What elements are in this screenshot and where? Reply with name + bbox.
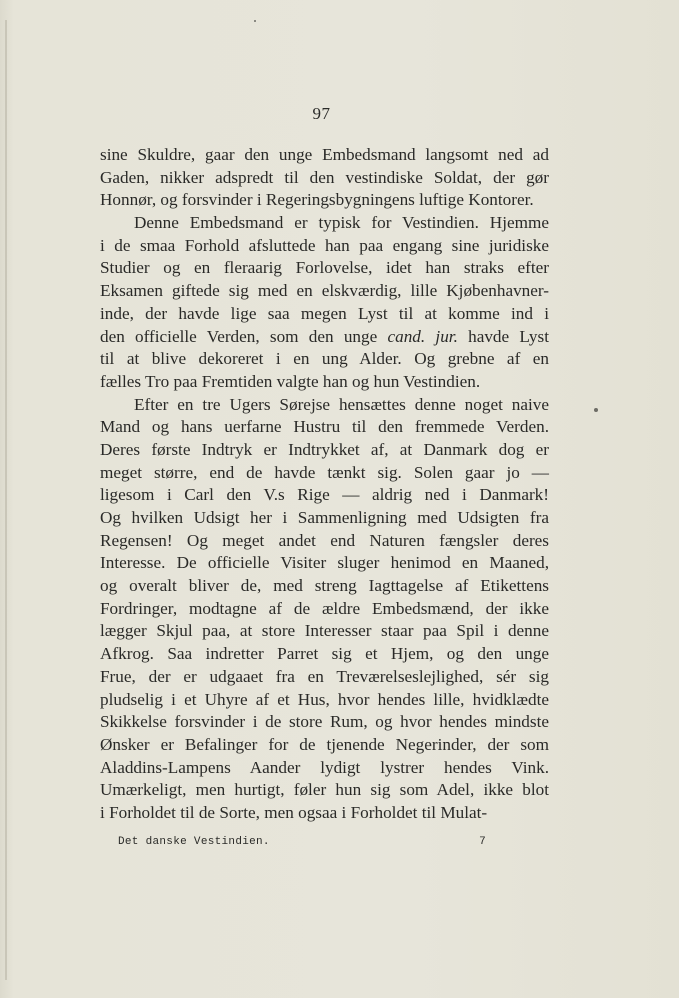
text-line: Efter en tre Ugers Sørejse hensættes denne noget naive (134, 394, 549, 414)
text-line: Denne Embedsmand er typisk for Vestindien. Hjemme (134, 213, 549, 233)
print-speck (254, 20, 256, 22)
text-line: Mand og hans uerfarne Hustru til den fremmede Verden. (100, 417, 549, 437)
text-line: Umærkeligt, men hurtigt, føler hun sig som Adel, ikke blot (100, 780, 549, 800)
text-line: Eksamen giftede sig med en elskværdig, lille Kjøbenhavner- (100, 281, 549, 301)
text-line: Skikkelse forsvinder i de store Rum, og hvor hendes mindste (100, 712, 549, 732)
text-line: Ønsker er Befalinger for de tjenende Negerinder, der som (100, 734, 549, 754)
text-line: Gaden, nikker adspredt til den vestindiske Soldat, der gør (100, 167, 549, 187)
text-line: inde, der havde lige saa megen Lyst til at komme ind i (100, 303, 549, 323)
signature-number: 7 (479, 836, 486, 848)
text-line: lægger Skjul paa, at store Interesser staar paa Spil i denne (100, 621, 549, 641)
body-text (100, 144, 549, 825)
text-line: den officielle Verden, som den unge cand. jur. havde Lyst (100, 326, 549, 346)
text-line: Deres første Indtryk er Indtrykket af, at Danmark dog er (100, 439, 549, 459)
text-line: Og hvilken Udsigt her i Sammenligning med Udsigten fra (100, 508, 549, 527)
text-line: Interesse. De officielle Visiter sluger henimod en Maaned, (100, 553, 549, 573)
page-number: 97 (312, 104, 331, 123)
text-line: fælles Tro paa Fremtiden valgte han og hun Vestindien. (100, 371, 481, 391)
text-line: til at blive dekoreret i en ung Alder. Og grebne af en (100, 349, 549, 369)
text-line: Honnør, og forsvinder i Regeringsbygningens luftige Kontorer. (100, 190, 534, 210)
text-line: i Forholdet til de Sorte, men ogsaa i Forholdet til Mulat- (100, 802, 488, 822)
text-line: pludselig i et Uhyre af et Hus, hvor hendes lille, hvidklædte (100, 689, 549, 709)
text-line: meget større, end de havde tænkt sig. Solen gaar jo — (100, 462, 549, 482)
italic-term: cand. jur. (387, 326, 458, 346)
text-line: sine Skuldre, gaar den unge Embedsmand langsomt ned ad (100, 145, 549, 164)
signature-title: Det danske Vestindien. (118, 836, 270, 848)
text-line: og overalt bliver de, med streng Iagttagelse af Etikettens (100, 576, 549, 596)
print-speck (594, 408, 598, 412)
text-line: ligesom i Carl den V.s Rige — aldrig ned i Danmark! (100, 485, 549, 505)
text-line: i de smaa Forhold afsluttede han paa engang sine juridiske (100, 235, 549, 255)
text-line: Fordringer, modtagne af de ældre Embedsmænd, der ikke (100, 598, 549, 618)
text-line: Studier og en fleraarig Forlovelse, idet han straks efter (100, 258, 549, 278)
text-line: Aladdins-Lampens Aander lydigt lystrer hendes Vink. (100, 757, 549, 777)
text-line: Afkrog. Saa indretter Parret sig et Hjem, og den unge (100, 644, 549, 664)
binding-edge (5, 20, 7, 980)
text-line: Frue, der er udgaaet fra en Treværelseslejlighed, sér sig (100, 666, 549, 686)
text-line: Regensen! Og meget andet end Naturen fængsler deres (100, 530, 549, 550)
